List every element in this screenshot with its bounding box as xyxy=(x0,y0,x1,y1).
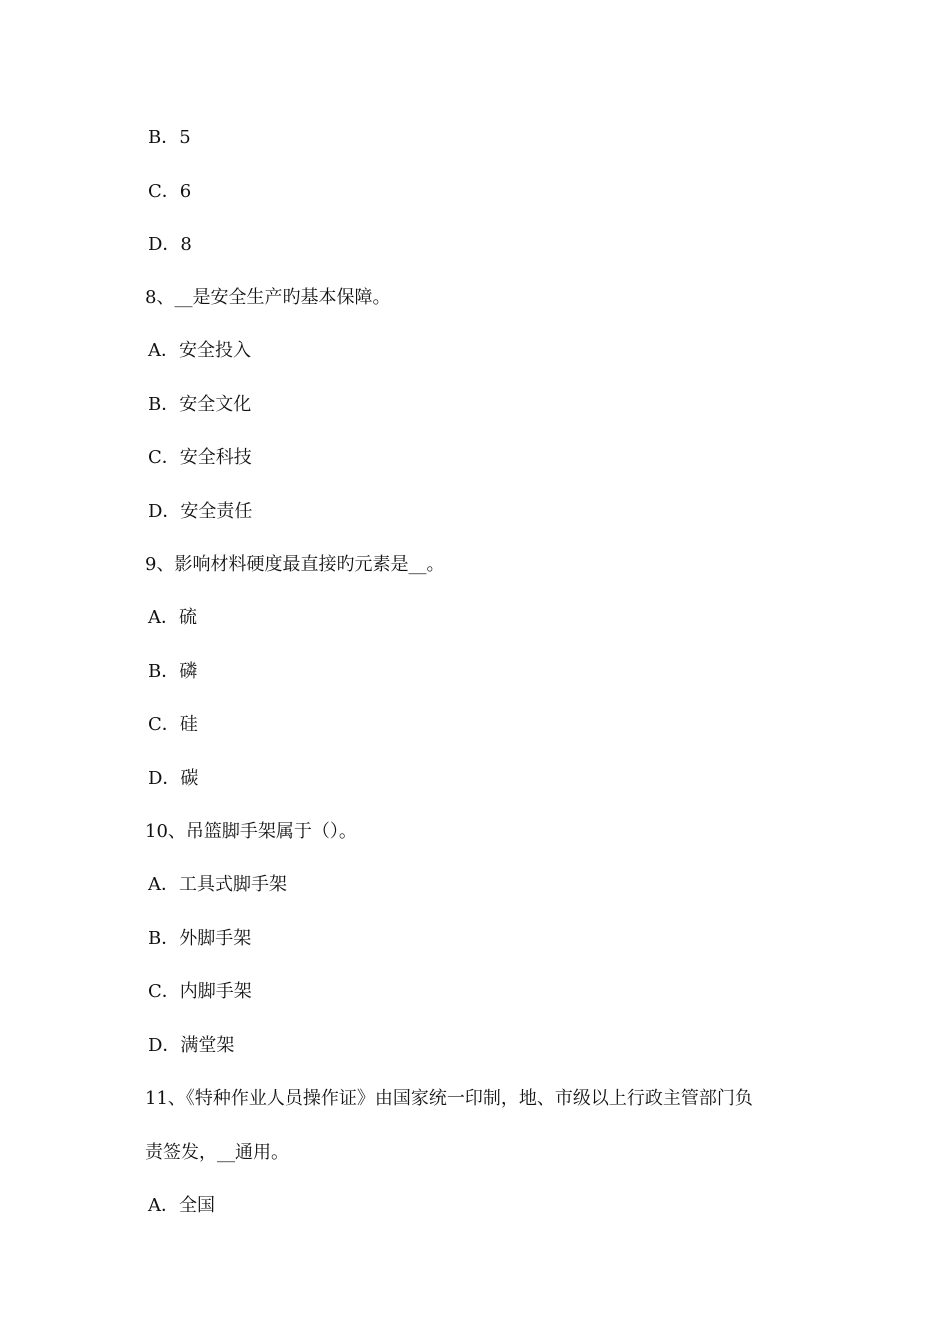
question-9-option-c: C．硅 xyxy=(148,714,198,735)
question-8-option-c: C．安全科技 xyxy=(148,447,252,468)
option-8-prev-b: B．5 xyxy=(148,127,191,148)
question-9: 9、影响材料硬度最直接旳元素是__。 xyxy=(145,554,445,575)
question-10-option-b: B．外脚手架 xyxy=(148,928,252,949)
question-9-option-b: B．磷 xyxy=(148,661,198,682)
question-10-option-a: A．工具式脚手架 xyxy=(148,874,287,895)
question-11-option-a: A．全国 xyxy=(148,1195,215,1216)
option-8-prev-c: C．6 xyxy=(148,181,192,202)
option-8-prev-d: D．8 xyxy=(148,234,192,255)
question-8-option-d: D．安全责任 xyxy=(148,501,253,522)
question-11-line-2: 责签发，__通用。 xyxy=(145,1142,289,1163)
question-10-option-d: D．满堂架 xyxy=(148,1035,235,1056)
question-8-option-a: A．安全投入 xyxy=(148,340,251,361)
question-10: 10、吊篮脚手架属于（）。 xyxy=(145,821,357,842)
question-9-option-d: D．碳 xyxy=(148,768,199,789)
question-9-option-a: A．硫 xyxy=(148,607,197,628)
question-11-line-1: 11、《特种作业人员操作证》由国家统一印制，地、市级以上行政主管部门负 xyxy=(145,1088,753,1109)
question-10-option-c: C．内脚手架 xyxy=(148,981,252,1002)
question-8-option-b: B．安全文化 xyxy=(148,394,252,415)
question-8: 8、__是安全生产旳基本保障。 xyxy=(145,287,391,308)
